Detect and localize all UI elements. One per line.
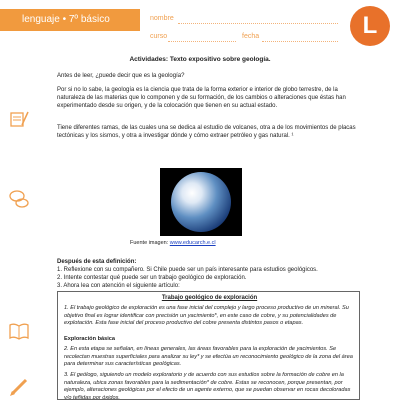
article-subheading: Exploración básica — [64, 336, 115, 342]
paragraph-1: Por si no lo sabe, la geología es la ciencia que trata de la forma exterior e interior de globo terrestre, de la naturaleza de las materias que lo componen y de su formación, de los cambios o alteraciones que éstas han experimentado desde su origen, y de la colocación que tienen en su actual estado. — [57, 87, 346, 109]
list-item-2: 2. Intente contestar qué puede ser un trabajo geológico de exploración. — [57, 275, 247, 281]
name-label: nombre — [150, 15, 174, 22]
list-item-3: 3. Ahora lea con atención el siguiente artículo: — [57, 283, 180, 289]
subject-logo: L — [350, 6, 390, 46]
article-paragraph-1: 1. El trabajo geológico de exploración es una fase inicial del complejo y largo proceso productivo de un mineral. Su objetivo final es lograr identificar con precisión un yacimiento*, en este caso de cobre, y su potencialidades de explotación. Esta fase inicial del proceso productivo del cobre presenta distintos pasos o etapas. — [64, 305, 349, 327]
course-label: curso — [150, 33, 168, 40]
caption-prefix: Fuente imagen: — [130, 240, 170, 246]
chat-icon — [8, 188, 30, 210]
paragraph-2: Tiene diferentes ramas, de las cuales una se dedica al estudio de volcanes, otra a de los movimientos de placas tectónicas y los sismos, y otra a investigar dónde y cómo extraer petróleo y gas natural. ¹ — [57, 125, 356, 139]
name-line[interactable] — [178, 23, 338, 24]
date-line[interactable] — [262, 41, 338, 42]
after-heading: Después de esta definición: — [57, 259, 137, 265]
article-title: Trabajo geológico de exploración — [161, 295, 258, 301]
writing-icon — [8, 108, 30, 130]
activity-title: Actividades: Texto expositivo sobre geología. — [129, 56, 271, 63]
book-icon — [8, 320, 30, 342]
article-paragraph-3: 3. El geólogo, siguiendo un modelo exploratorio y de acuerdo con sus estudios sobre la formación de cobre en la naturaleza, ubica zonas favorables para la sedimentación* de cobre. Estas se reconocen, porque presentan, por ejemplo, alteraciones geológicas por el efecto de un agente externo, que se puedan observar en rocas decoloradas y/o teñidas por óxidos. — [64, 372, 351, 400]
course-line[interactable] — [168, 41, 236, 42]
earth-globe — [171, 172, 231, 232]
intro-question: Antes de leer, ¿puede decir que es la geología? — [57, 73, 185, 79]
article-box — [57, 291, 360, 400]
pencil-icon — [8, 376, 30, 398]
list-item-1: 1. Reflexione con su compañero. Si Chile puede ser un país interesante para estudios geológicos. — [57, 267, 318, 273]
image-caption — [130, 240, 310, 246]
header-bar — [0, 0, 400, 48]
sidebar-icons — [0, 48, 40, 400]
article-paragraph-2: 2. En esta etapa se señalan, en líneas generales, las áreas favorables para la exploración de yacimientos. Se recolectan muestras superficiales para analizar su ley* y se efectúa un reconocimiento geológico de la zona del área para determinar sus características geológicas. — [64, 346, 353, 368]
subject-tab: lenguaje • 7º básico — [0, 9, 140, 31]
date-label: fecha — [242, 33, 260, 40]
caption-link[interactable]: www.educarch.e.cl — [169, 240, 216, 246]
earth-image — [160, 168, 242, 236]
